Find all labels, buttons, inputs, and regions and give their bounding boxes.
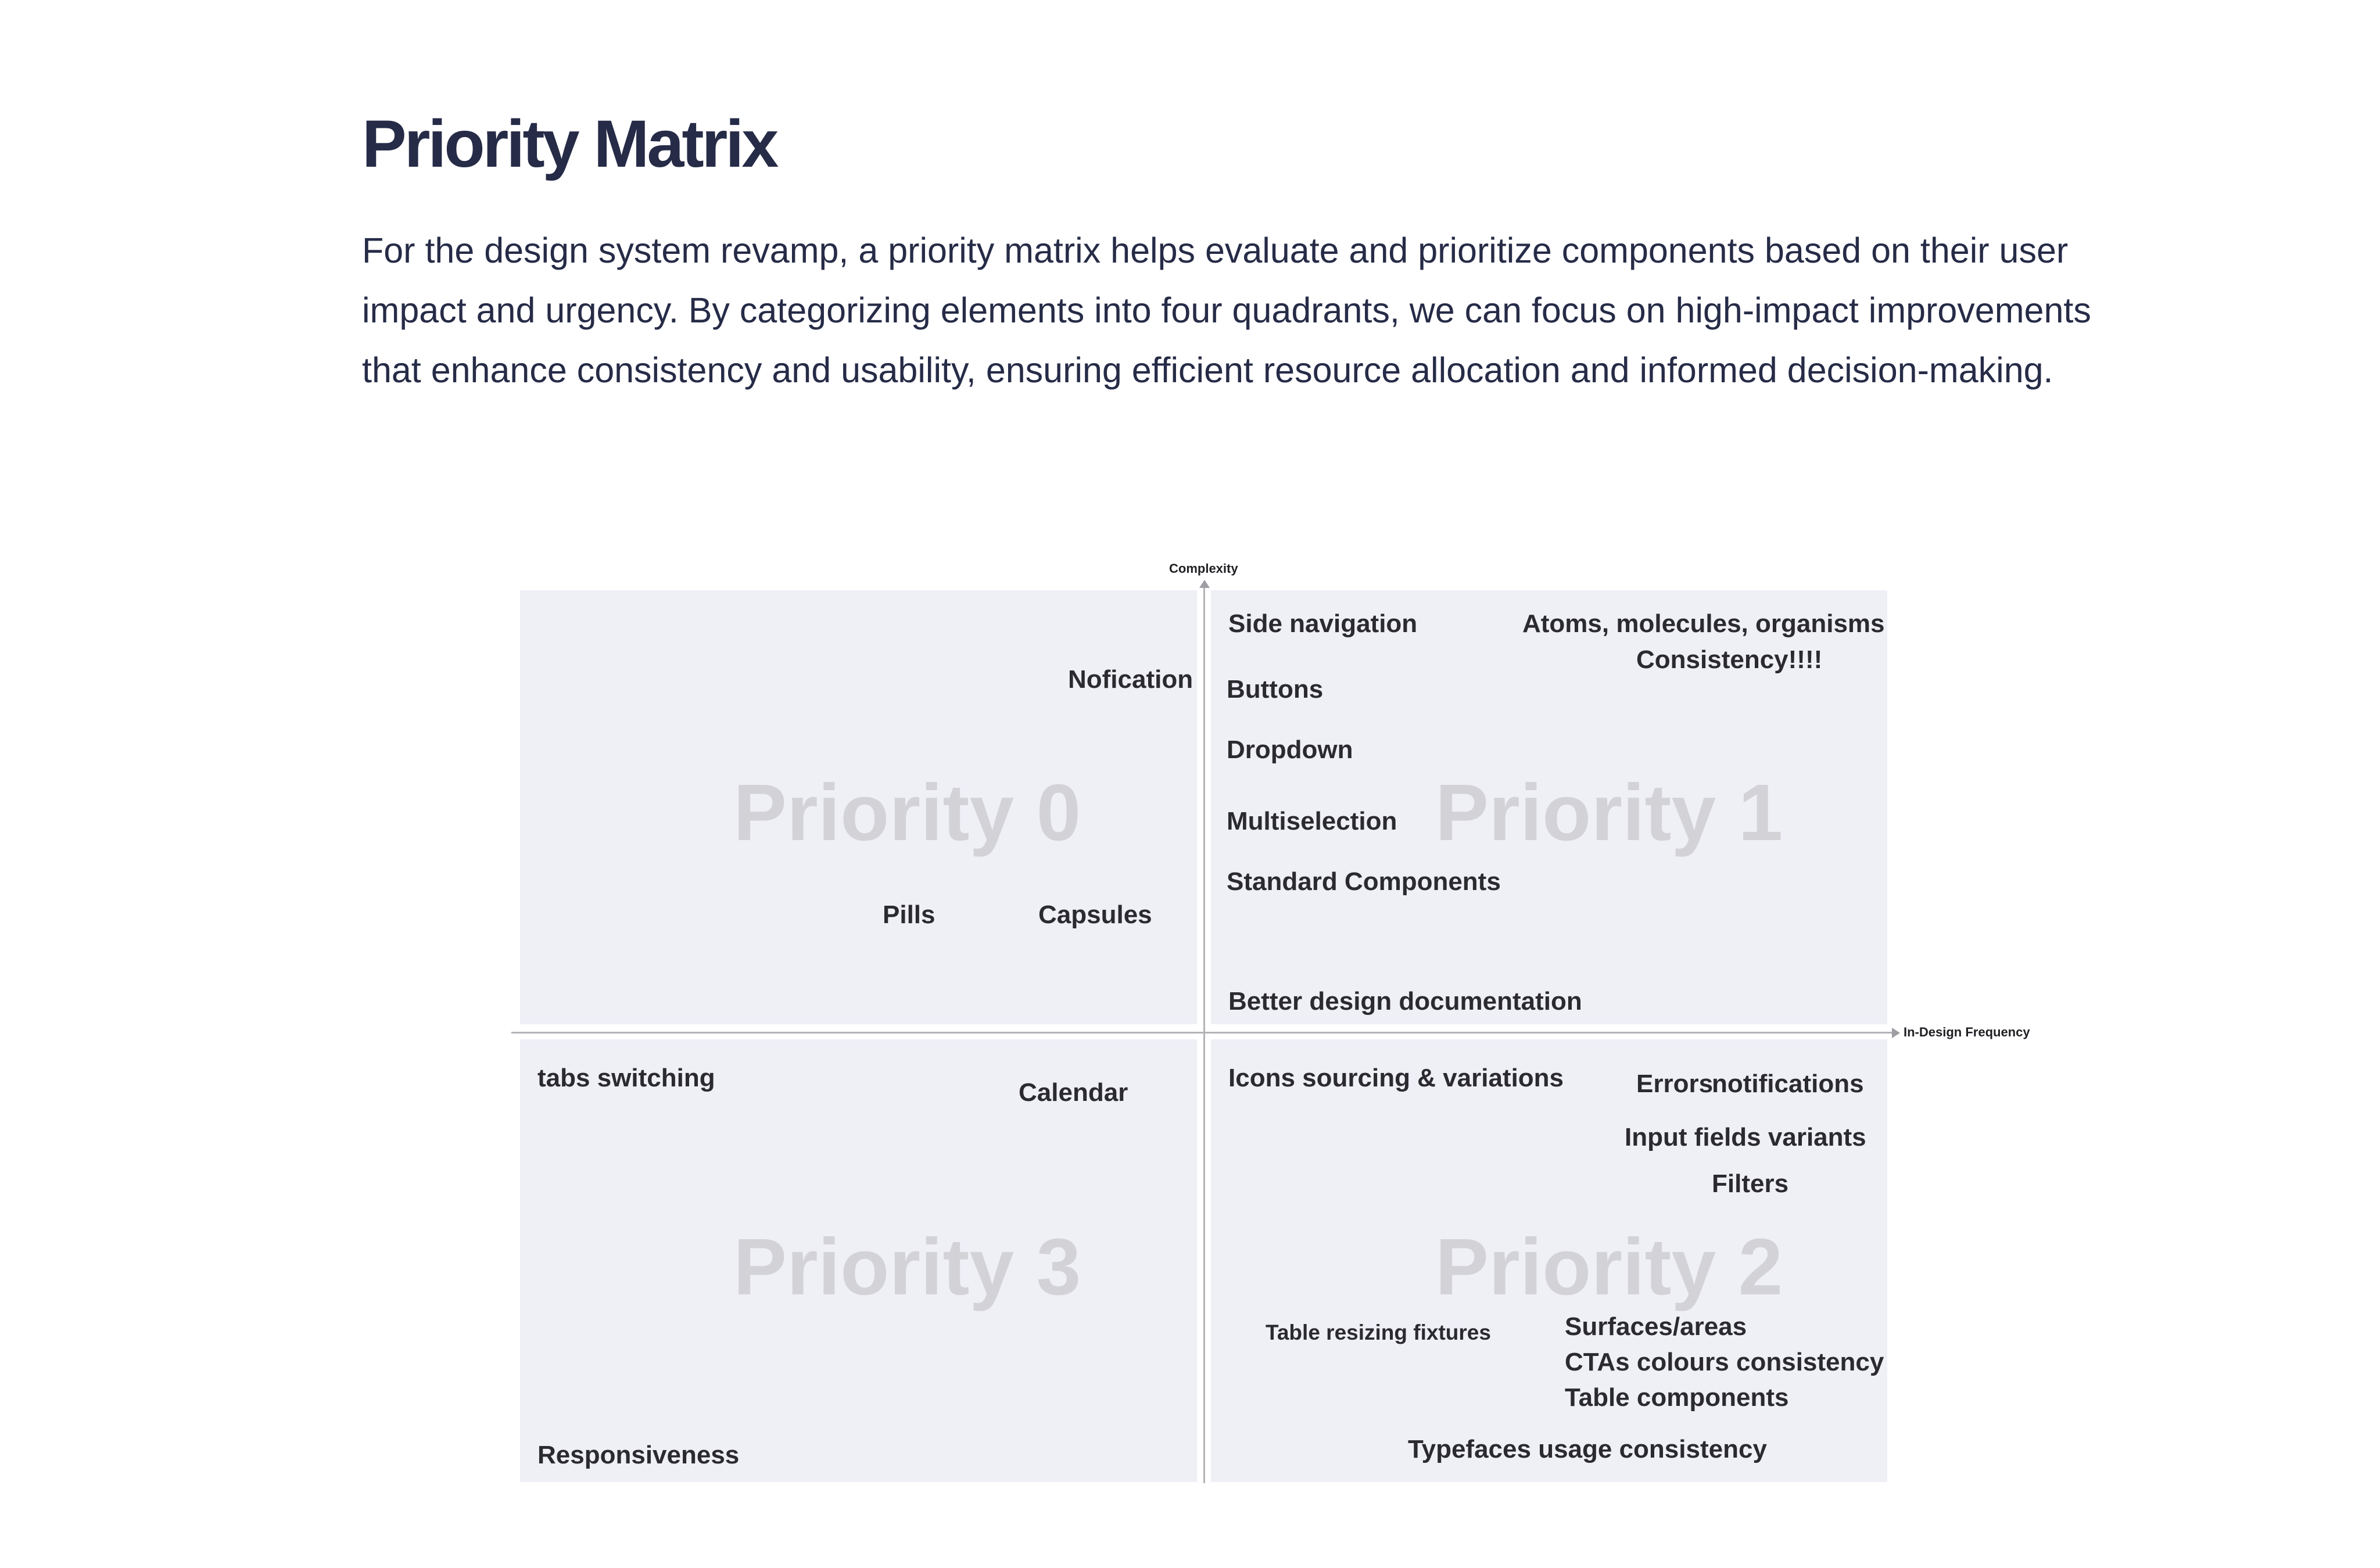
y-axis-label: Complexity — [1169, 561, 1238, 576]
sticky-note: Errors — [1636, 1070, 1714, 1098]
sticky-note: Calendar — [1019, 1078, 1128, 1107]
sticky-note: Surfaces/areas — [1565, 1312, 1747, 1341]
sticky-note: Table resizing fixtures — [1266, 1321, 1491, 1344]
x-axis-line — [511, 1032, 1894, 1034]
sticky-note: Input fields variants — [1625, 1123, 1866, 1151]
sticky-note: Dropdown — [1227, 735, 1353, 764]
page-title: Priority Matrix — [362, 107, 777, 181]
sticky-note: Icons sourcing & variations — [1228, 1064, 1564, 1092]
priority-label-0: Priority 0 — [733, 768, 1081, 857]
sticky-note: Nofication — [1068, 665, 1193, 694]
sticky-note: Atoms, molecules, organisms — [1522, 609, 1885, 638]
page-intro: For the design system revamp, a priority matrix helps evaluate and prioritize components based on their user impact and urgency. By categorizing elements into four quadrants, we can focus on high-impact improvements that enhance consistency and usability, ensuring efficient resource allocation and informed decision-making. — [362, 231, 2091, 390]
arrow-right-icon — [1892, 1028, 1900, 1038]
sticky-note: Filters — [1712, 1169, 1789, 1198]
sticky-note: Consistency!!!! — [1636, 645, 1823, 674]
priority-label-3: Priority 3 — [733, 1222, 1081, 1312]
sticky-note: tabs switching — [537, 1064, 715, 1092]
sticky-note: Side navigation — [1228, 609, 1418, 638]
x-axis-label: In-Design Frequency — [1904, 1025, 2030, 1039]
sticky-note: Typefaces usage consistency — [1408, 1435, 1767, 1463]
sticky-note: Multiselection — [1227, 807, 1397, 835]
sticky-note: Capsules — [1038, 900, 1152, 929]
sticky-note: Buttons — [1227, 675, 1324, 704]
sticky-note: notifications — [1712, 1070, 1864, 1098]
priority-label-2: Priority 2 — [1435, 1222, 1783, 1312]
sticky-note: Standard Components — [1227, 867, 1501, 896]
arrow-up-icon — [1199, 580, 1210, 588]
sticky-note: Responsiveness — [537, 1441, 740, 1469]
sticky-note: Better design documentation — [1228, 987, 1582, 1016]
y-axis-line — [1203, 586, 1205, 1483]
sticky-note: CTAs colours consistency — [1565, 1348, 1884, 1376]
sticky-note: Table components — [1565, 1383, 1789, 1412]
sticky-note: Pills — [883, 900, 935, 929]
priority-label-1: Priority 1 — [1435, 768, 1783, 857]
